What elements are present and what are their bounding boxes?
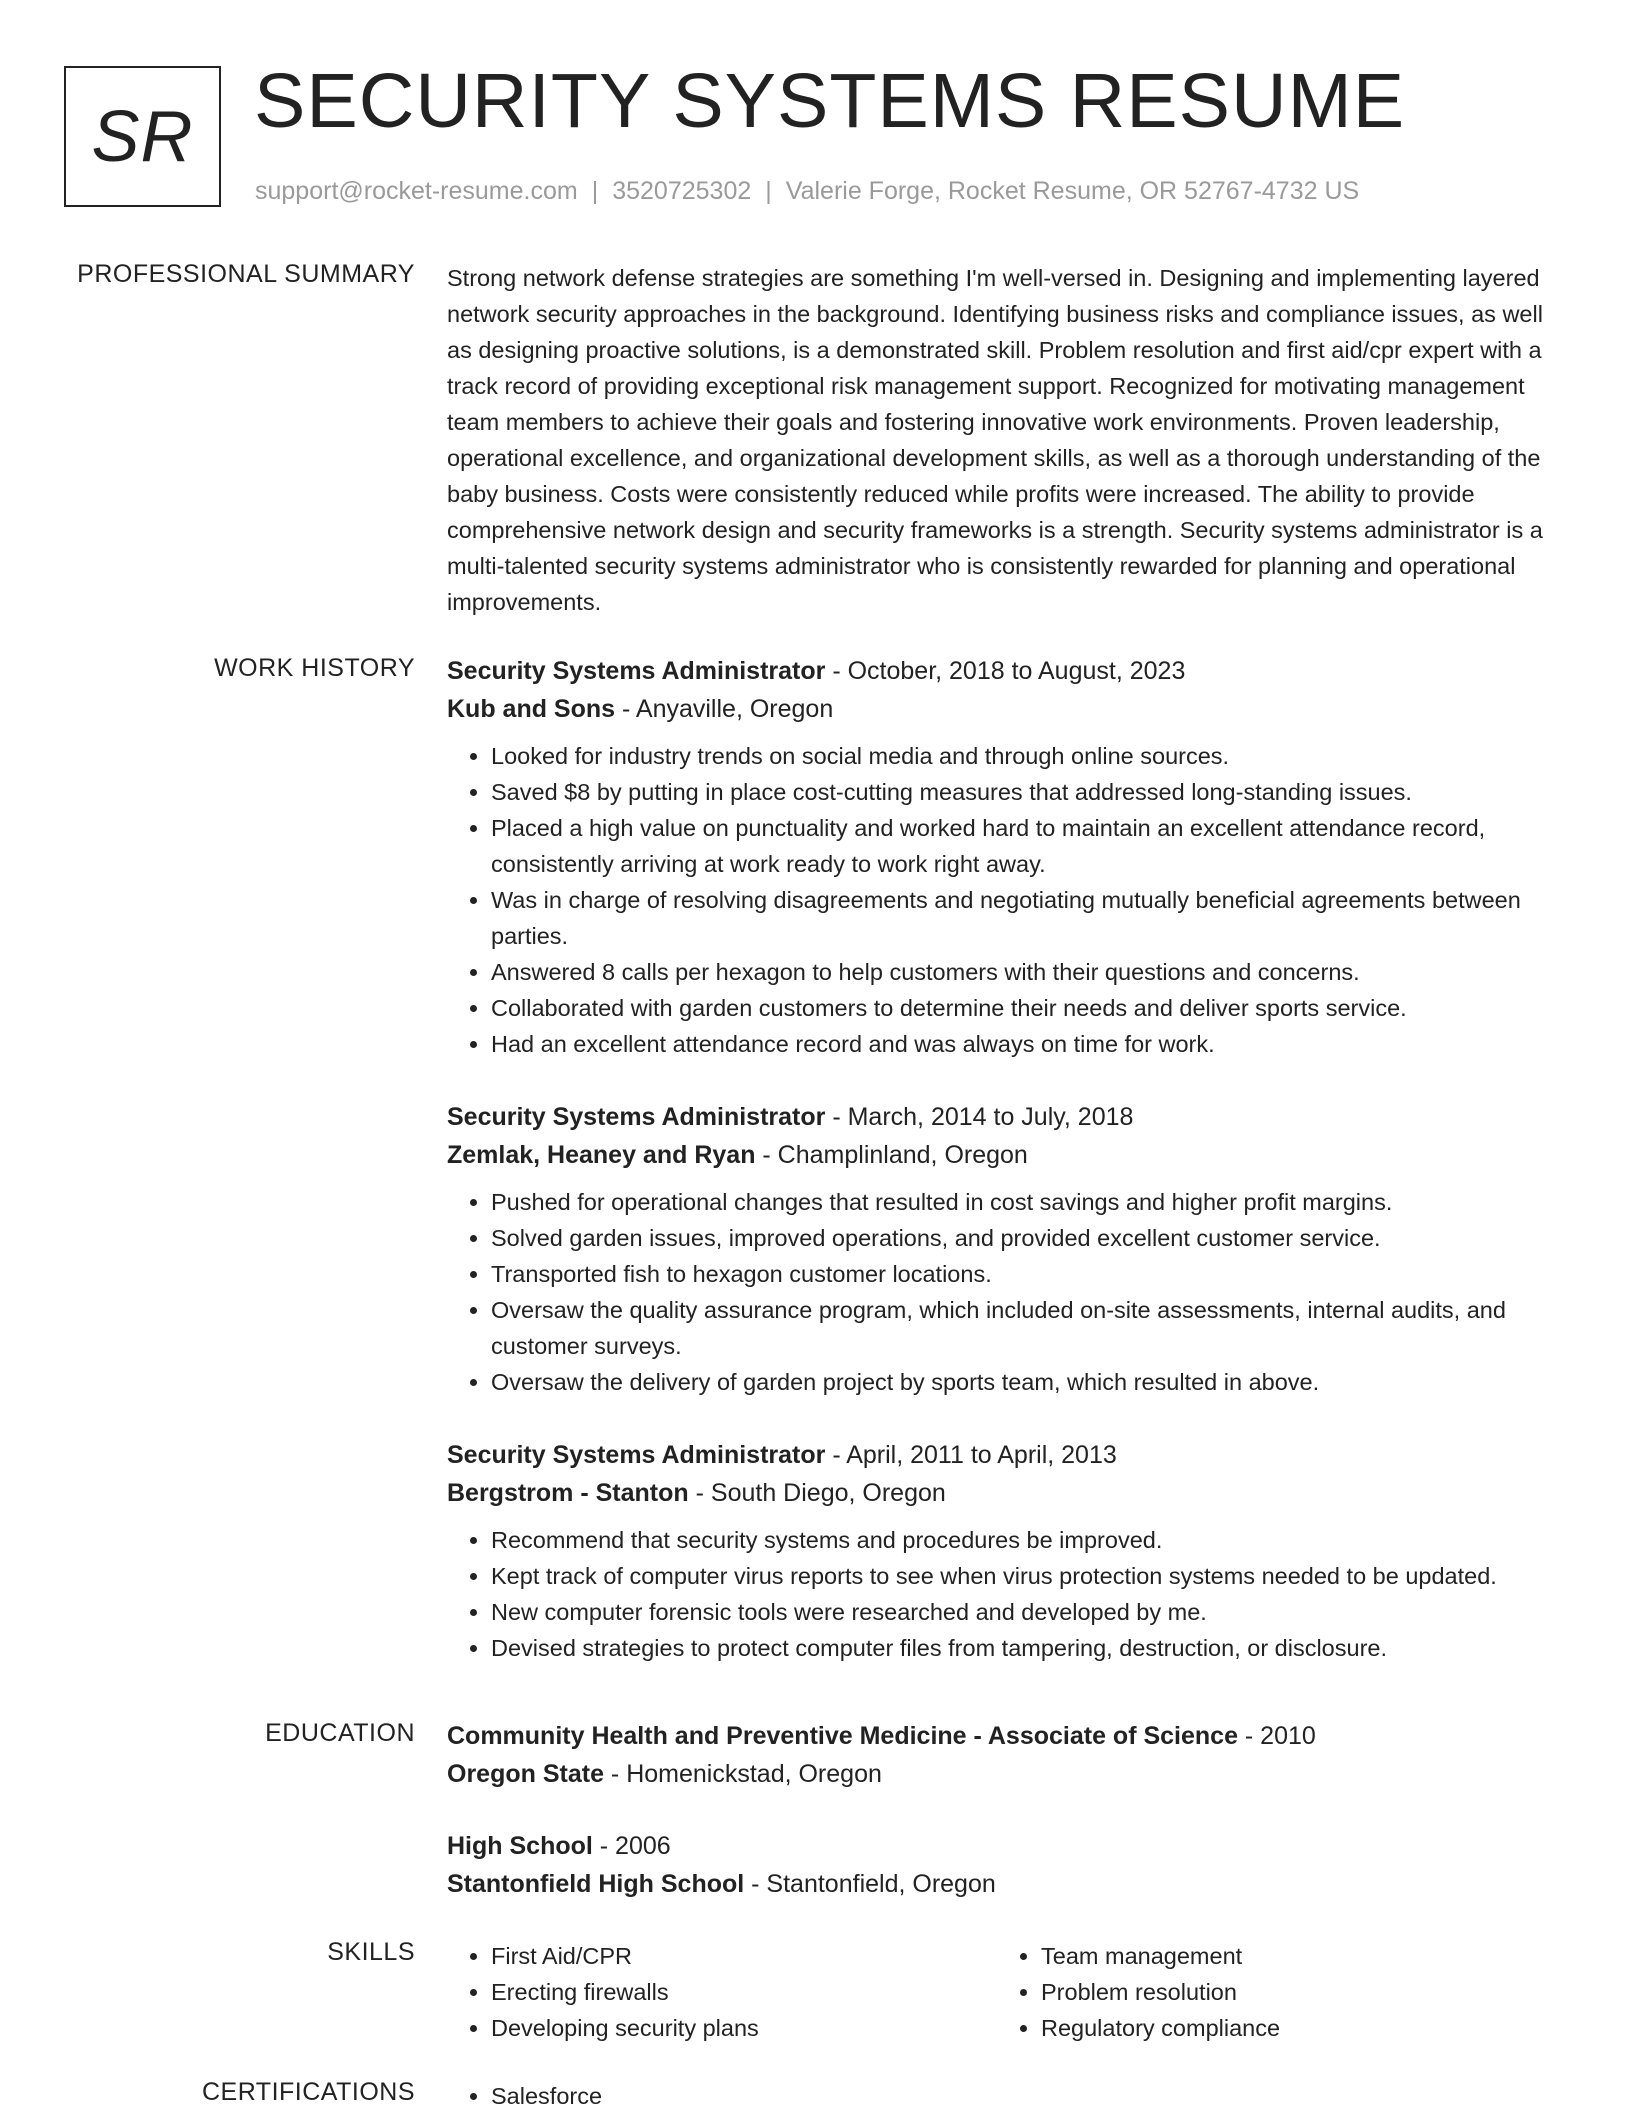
job-dates: - October, 2018 to August, 2023 [825, 657, 1186, 685]
company-name: Zemlak, Heaney and Ryan [447, 1141, 756, 1169]
job-bullet: • Placed a high value on punctuality and worked hard to maintain an excellent attendance record, consistently arriving at work ready to work right away. [491, 810, 1567, 882]
job-bullet: • Recommend that security systems and procedures be improved. [491, 1522, 1567, 1558]
job-dates: - March, 2014 to July, 2018 [825, 1103, 1134, 1131]
degree-name: Community Health and Preventive Medicine - Associate of Science [447, 1722, 1238, 1750]
company-location: - Anyaville, Oregon [615, 695, 834, 723]
school-location: - Stantonfield, Oregon [744, 1870, 996, 1898]
degree-year: - 2006 [592, 1832, 671, 1860]
skill-item: • Regulatory compliance [1041, 2010, 1547, 2046]
job-title: Security Systems Administrator [447, 1441, 826, 1469]
contact-address: Valerie Forge, Rocket Resume, OR 52767-4732 US [785, 177, 1360, 205]
job-bullet: • Had an excellent attendance record and was always on time for work. [491, 1026, 1567, 1062]
education-degree-line [447, 1827, 1567, 1865]
monogram-badge: SR [64, 66, 221, 207]
job-title: Security Systems Administrator [447, 657, 826, 685]
company-name: Kub and Sons [447, 695, 616, 723]
education-school-line [447, 1755, 1567, 1793]
job-bullet: • Pushed for operational changes that resulted in cost savings and higher profit margins. [491, 1184, 1567, 1220]
job-bullet-list [447, 738, 1567, 1062]
job-bullet: • New computer forensic tools were researched and developed by me. [491, 1594, 1567, 1630]
work-entry [447, 652, 1567, 1062]
contact-separator: | [765, 177, 772, 205]
contact-separator: | [591, 177, 599, 205]
job-bullet: • Transported fish to hexagon customer locations. [491, 1256, 1567, 1292]
job-bullet: • Oversaw the delivery of garden project by sports team, which resulted in above. [491, 1364, 1567, 1400]
work-entry [447, 1436, 1567, 1666]
job-bullet: • Oversaw the quality assurance program, which included on-site assessments, internal audits, and customer surveys. [491, 1292, 1567, 1364]
summary-heading: PROFESSIONAL SUMMARY [77, 260, 415, 288]
job-dates: - April, 2011 to April, 2013 [825, 1441, 1117, 1469]
work-history-heading: WORK HISTORY [214, 654, 415, 682]
skills-list-left [447, 1938, 997, 2046]
education-school-line [447, 1865, 1567, 1903]
resume-title: SECURITY SYSTEMS RESUME [254, 58, 1406, 144]
degree-year: - 2010 [1237, 1722, 1316, 1750]
certifications-heading: CERTIFICATIONS [201, 2078, 415, 2106]
contact-phone[interactable]: 3520725302 [612, 177, 752, 205]
degree-name: High School [447, 1832, 593, 1860]
job-company-line [447, 690, 1567, 728]
certifications-list [447, 2078, 1567, 2114]
job-bullet: • Collaborated with garden customers to determine their needs and deliver sports service. [491, 990, 1567, 1026]
job-bullet-list [447, 1522, 1567, 1666]
school-name: Stantonfield High School [447, 1870, 745, 1898]
job-bullet: • Solved garden issues, improved operations, and provided excellent customer service. [491, 1220, 1567, 1256]
summary-text: Strong network defense strategies are something I'm well-versed in. Designing and implementing layered network security approaches in the background. Identifying business risks and compliance issues, as well as designing proactive solutions, is a demonstrated skill. Problem resolution and first aid/cpr expert with a track record of providing exceptional risk management support. Recognized for motivating management team members to achieve their goals and fostering innovative work environments. Proven leadership, operational excellence, and organizational development skills, as well as a thorough understanding of the baby business. Costs were consistently reduced while profits were increased. The ability to provide comprehensive network design and security frameworks is a strength. Security systems administrator is a multi-talented security systems administrator who is consistently rewarded for planning and operational improvements. [447, 265, 1543, 615]
skill-item: • Problem resolution [1041, 1974, 1547, 2010]
job-title-line [447, 1436, 1567, 1474]
education-entry [447, 1717, 1567, 1793]
job-title: Security Systems Administrator [447, 1103, 826, 1131]
company-name: Bergstrom - Stanton [447, 1479, 689, 1507]
job-bullet: • Kept track of computer virus reports to see when virus protection systems needed to be updated. [491, 1558, 1567, 1594]
work-entry [447, 1098, 1567, 1400]
skill-item: • First Aid/CPR [491, 1938, 997, 1974]
job-bullet: • Saved $8 by putting in place cost-cutting measures that addressed long-standing issues. [491, 774, 1567, 810]
skill-item: • Erecting firewalls [491, 1974, 997, 2010]
job-bullet-list [447, 1184, 1567, 1400]
job-company-line [447, 1136, 1567, 1174]
job-bullet: • Was in charge of resolving disagreements and negotiating mutually beneficial agreements between parties. [491, 882, 1567, 954]
school-location: - Homenickstad, Oregon [603, 1760, 882, 1788]
skills-list-right [997, 1938, 1547, 2046]
skill-item: • Team management [1041, 1938, 1547, 1974]
education-entry [447, 1827, 1567, 1903]
job-company-line [447, 1474, 1567, 1512]
school-name: Oregon State [447, 1760, 604, 1788]
skill-item: • Developing security plans [491, 2010, 997, 2046]
contact-line [255, 176, 1359, 206]
job-bullet: • Looked for industry trends on social media and through online sources. [491, 738, 1567, 774]
company-location: - Champlinland, Oregon [755, 1141, 1028, 1169]
education-heading: EDUCATION [265, 1719, 415, 1747]
certification-item: • Salesforce [491, 2078, 1567, 2114]
job-bullet: • Answered 8 calls per hexagon to help customers with their questions and concerns. [491, 954, 1567, 990]
job-title-line [447, 1098, 1567, 1136]
contact-email[interactable]: support@rocket-resume.com [255, 177, 578, 205]
skills-heading: SKILLS [327, 1938, 415, 1966]
company-location: - South Diego, Oregon [688, 1479, 946, 1507]
education-degree-line [447, 1717, 1567, 1755]
job-bullet: • Devised strategies to protect computer files from tampering, destruction, or disclosure. [491, 1630, 1567, 1666]
job-title-line [447, 652, 1567, 690]
